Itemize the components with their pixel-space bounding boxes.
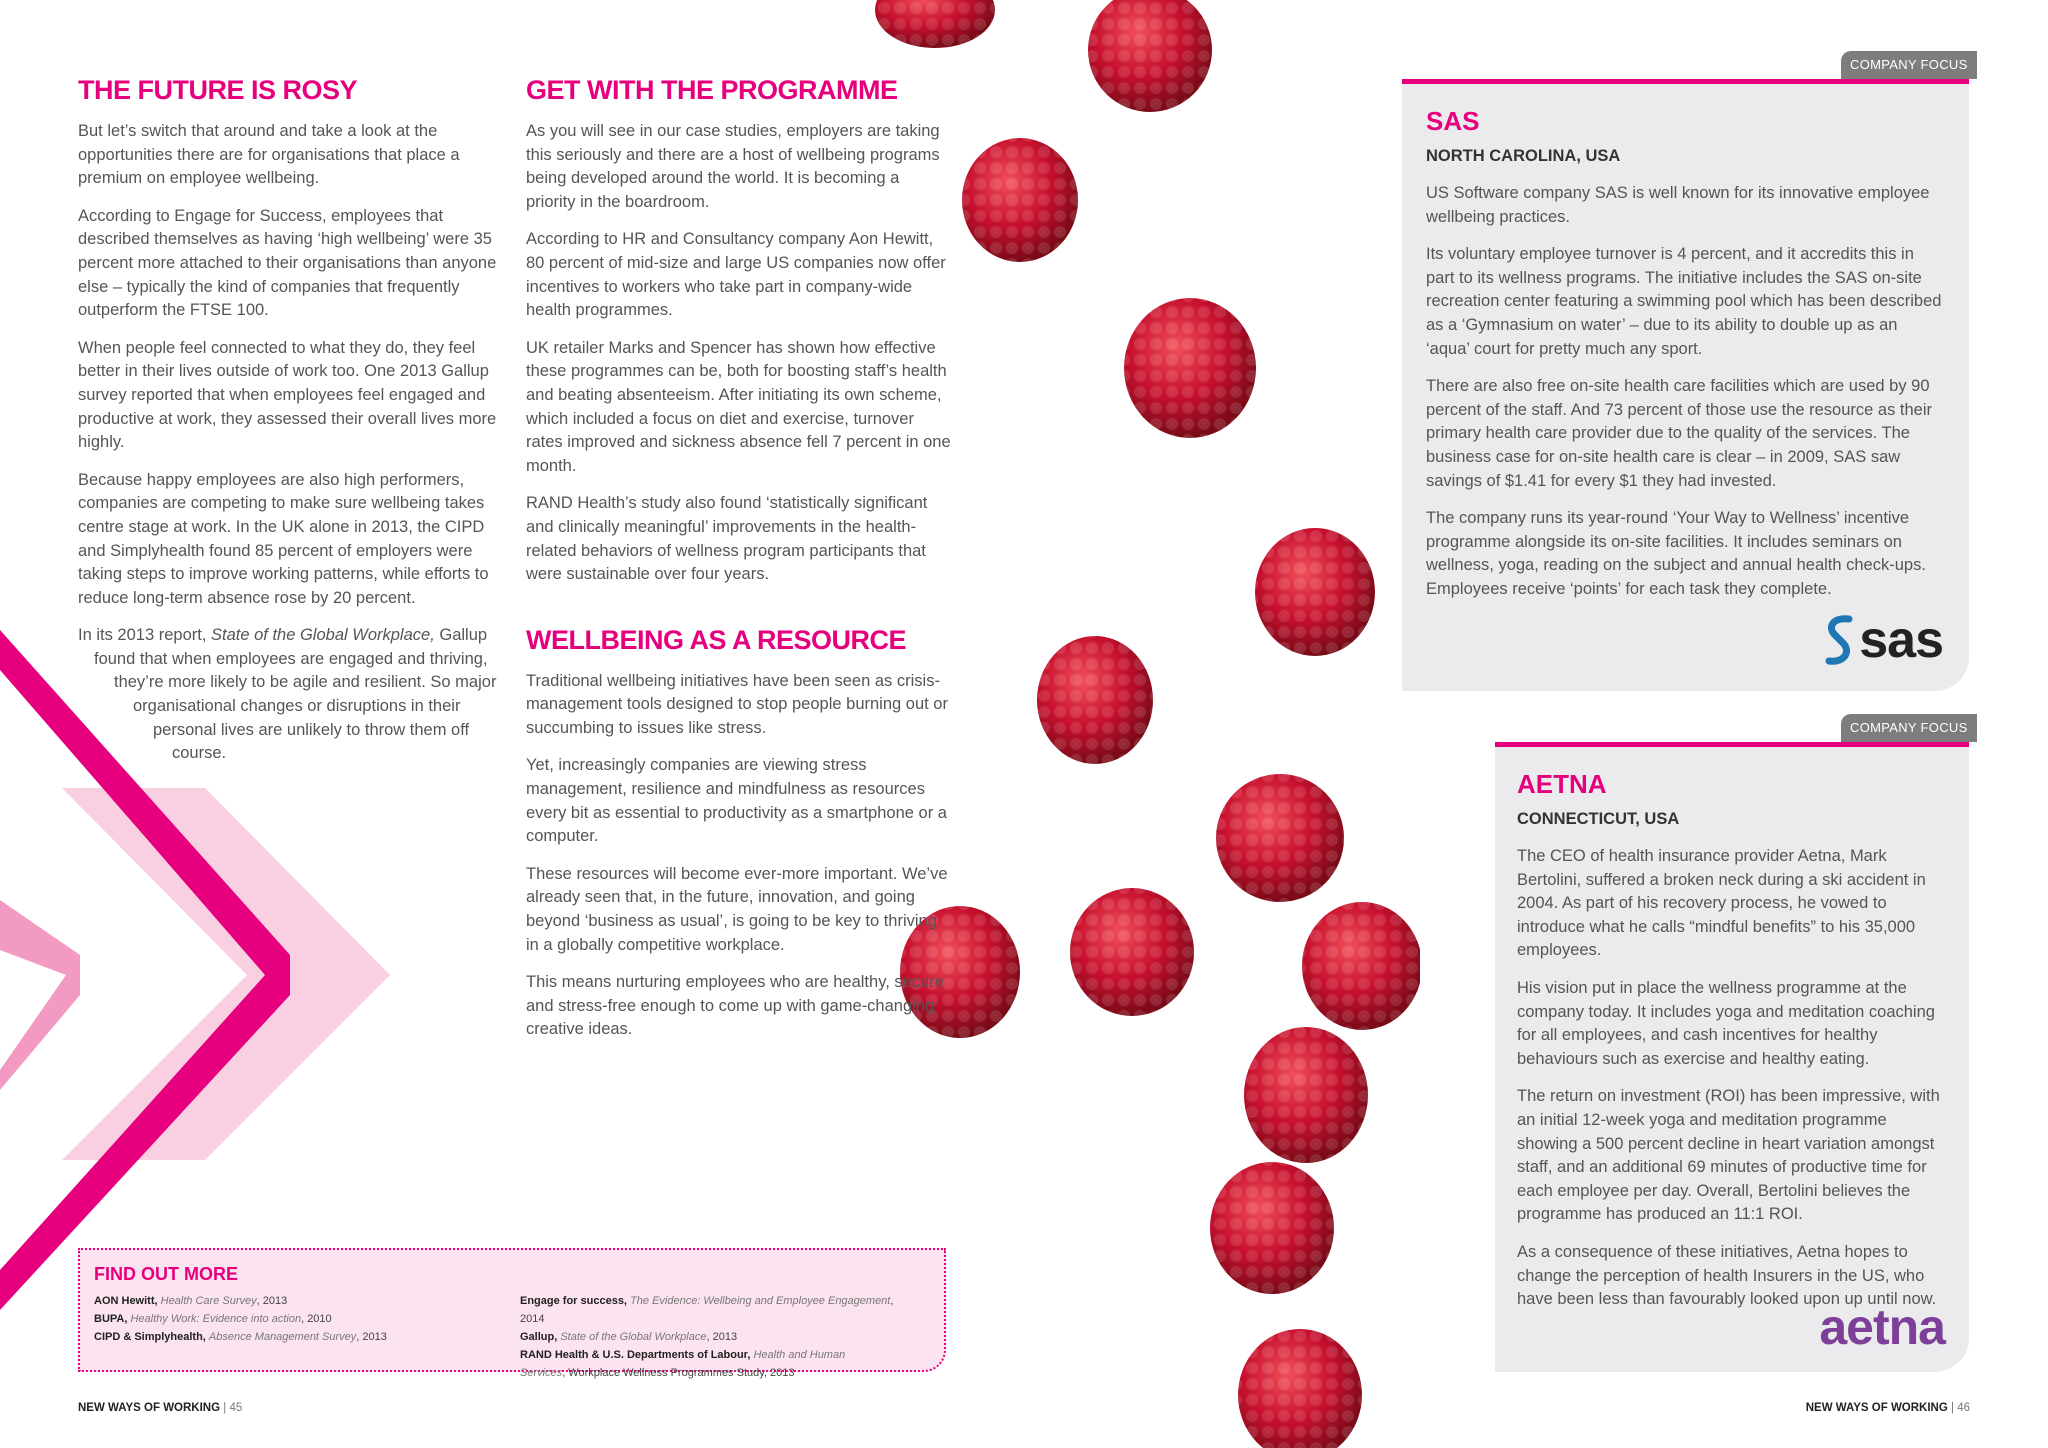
paragraph: But let’s switch that around and take a look at the opportunities there are for organisations that place a premium on employee wellbeing. xyxy=(78,122,460,188)
stepped-line: found that when employees are engaged and thriving, xyxy=(94,649,488,668)
raspberry xyxy=(875,0,995,48)
paragraph: Because happy employees are also high performers, companies are competing to make sure wellbeing takes centre stage at work. In the UK alone in 2013, the CIPD and Simplyhealth found 85 percent of employers were taking steps to improve working patterns, while efforts to reduce long-term absence rose by 20 percent. xyxy=(78,470,489,607)
chevron-light-pink xyxy=(62,788,390,1160)
stepped-line: they’re more likely to be agile and resilient. So major xyxy=(114,673,497,692)
section-heading: WELLBEING AS A RESOURCE xyxy=(526,624,907,655)
paragraph: As a consequence of these initiatives, Aetna hopes to change the perception of health Insurers in the US, who have been less than favourably looked upon up until now. xyxy=(1517,1242,1937,1309)
raspberry xyxy=(1037,636,1153,764)
company-name: AETNA xyxy=(1517,769,1607,799)
company-name: SAS xyxy=(1426,106,1480,136)
column-programme xyxy=(526,75,951,1056)
footer-right: NEW WAYS OF WORKING | 46 xyxy=(1805,1402,1970,1414)
reference-item: AON Hewitt, Health Care Survey, 2013 xyxy=(94,1295,288,1307)
raspberry xyxy=(1216,774,1344,902)
paragraph: UK retailer Marks and Spencer has shown how effective these programmes can be, both for boosting staff’s health and beating absenteeism. After initiating its own scheme, which included a focus on diet and exercise, turnover rates improved and sickness absence fell 7 percent in one month. xyxy=(526,338,951,475)
column-future-is-rosy xyxy=(78,75,498,766)
stepped-line: organisational changes or disruptions in their xyxy=(133,697,461,716)
chevron-mid-pink xyxy=(0,900,80,1090)
stepped-line: personal lives are unlikely to throw them off xyxy=(153,720,470,739)
paragraph: US Software company SAS is well known for its innovative employee wellbeing practices. xyxy=(1426,184,1930,226)
sas-swirl-icon xyxy=(1823,613,1857,667)
paragraph: The company runs its year-round ‘Your Way to Wellness’ incentive programme alongside its on-site facilities. It includes seminars on wellness, yoga, reading on the subject and annual health check-ups. Employees receive ‘points’ for each task they complete. xyxy=(1426,509,1926,598)
paragraph: Traditional wellbeing initiatives have been seen as crisis-management tools designed to stop people burning out or succumbing to issues like stress. xyxy=(526,671,948,737)
stepped-line: course. xyxy=(172,744,227,763)
paragraph: This means nurturing employees who are healthy, secure and stress-free enough to come up with game-changing creative ideas. xyxy=(526,973,944,1039)
paragraph: According to HR and Consultancy company Aon Hewitt, 80 percent of mid-size and large US companies now offer incentives to workers who take part in company-wide health programmes. xyxy=(526,230,946,320)
paragraph: As you will see in our case studies, employers are taking this seriously and there are a host of wellbeing programs being developed around the world. It is becoming a priority in the boardroom. xyxy=(526,122,940,211)
paragraph: These resources will become ever-more important. We’ve already seen that, in the future, innovation, and going beyond ‘business as usual’, is going to be key to thriving in a globally competitive workplace. xyxy=(526,864,948,954)
aetna-logo: aetna xyxy=(1819,1299,1945,1355)
raspberry xyxy=(962,138,1078,262)
raspberry xyxy=(1238,1329,1362,1448)
section-heading: THE FUTURE IS ROSY xyxy=(78,75,358,105)
company-location: NORTH CAROLINA, USA xyxy=(1426,147,1621,165)
find-out-more-box xyxy=(78,1248,946,1379)
paragraph: The return on investment (ROI) has been impressive, with an initial 12-week yoga and meditation programme showing a 500 percent decline in heart variation amongst staff, and an additional 69 minutes of productive time for each employee per day. Overall, Bertolini believes the programme has produced an 11:1 ROI. xyxy=(1517,1087,1940,1224)
reference-item: Gallup, State of the Global Workplace, 2013 xyxy=(520,1331,738,1343)
reference-item: CIPD & Simplyhealth, Absence Management Survey, 2013 xyxy=(94,1331,387,1343)
sas-logo xyxy=(1823,613,1943,667)
section-heading: GET WITH THE PROGRAMME xyxy=(526,75,898,105)
reference-item: RAND Health & U.S. Departments of Labour, Health and Human Services, Workplace Wellness Programmes Study, 2013 xyxy=(520,1349,846,1379)
company-card-aetna xyxy=(1495,742,1969,1372)
footer-title: NEW WAYS OF WORKING xyxy=(78,1402,221,1414)
footer-left: NEW WAYS OF WORKING | 45 xyxy=(78,1402,243,1414)
paragraph: RAND Health’s study also found ‘statistically significant and clinically meaningful’ improvements in the health-related behaviors of wellness program participants that were sustainable over four years. xyxy=(526,494,928,584)
company-focus-tag: COMPANY FOCUS xyxy=(1841,51,1977,79)
paragraph: According to Engage for Success, employees that described themselves as having ‘high wellbeing’ were 35 percent more attached to their organisations than anyone else – typically the kind of companies that frequently outperform the FTSE 100. xyxy=(78,206,497,320)
company-location: CONNECTICUT, USA xyxy=(1517,810,1680,828)
raspberry xyxy=(1302,902,1420,1030)
raspberry xyxy=(1070,888,1194,1016)
page-number: 46 xyxy=(1957,1402,1970,1414)
reference-item: BUPA, Healthy Work: Evidence into action, 2010 xyxy=(94,1313,332,1325)
sas-logo-text: sas xyxy=(1859,611,1943,669)
raspberry xyxy=(1244,1027,1368,1163)
paragraph: When people feel connected to what they do, they feel better in their lives outside of work too. One 2013 Gallup survey reported that when employees feel engaged and productive at work, they assessed their overall lives more highly. xyxy=(78,338,497,452)
paragraph: His vision put in place the wellness programme at the company today. It includes yoga and meditation coaching for all employees, and cash incentives for healthy behaviours such as exercise and healthy eating. xyxy=(1517,978,1935,1068)
raspberry xyxy=(1210,1162,1334,1294)
company-focus-tag: COMPANY FOCUS xyxy=(1841,714,1977,742)
references-right xyxy=(520,1292,920,1382)
references-left xyxy=(94,1292,494,1346)
raspberry xyxy=(1124,298,1256,438)
footer-title: NEW WAYS OF WORKING xyxy=(1805,1402,1948,1414)
raspberry xyxy=(1088,0,1212,112)
stepped-paragraph xyxy=(78,624,498,766)
page-number: 45 xyxy=(229,1402,243,1414)
paragraph: Its voluntary employee turnover is 4 percent, and it accredits this in part to its wellness programs. The initiative includes the SAS on-site recreation center featuring a swimming pool which has been described as a ‘Gymnasium on water’ – due to its ability to double up as an ‘aqua’ court for pretty much any sport. xyxy=(1426,245,1942,358)
paragraph: Yet, increasingly companies are viewing stress management, resilience and mindfulness as resources every bit as essential to productivity as a smartphone or a computer. xyxy=(526,756,947,846)
raspberry xyxy=(1255,528,1375,656)
company-card-sas xyxy=(1402,79,1969,691)
paragraph: The CEO of health insurance provider Aetna, Mark Bertolini, suffered a broken neck during a ski accident in 2004. As part of his recovery process, he vowed to introduce what he calls “mindful benefits” to his 35,000 employees. xyxy=(1517,847,1926,960)
reference-item: Engage for success, The Evidence: Wellbeing and Employee Engagement, 2014 xyxy=(520,1295,894,1325)
paragraph: There are also free on-site health care facilities which are used by 90 percent of the staff. And 73 percent of those use the resource as their primary health care provider due to the quality of the services. The business case for on-site health care is clear – in 2009, SAS saw savings of $1.41 for every $1 they had invested. xyxy=(1426,377,1933,490)
stepped-line: In its 2013 report, State of the Global Workplace, Gallup xyxy=(78,626,488,645)
find-out-more-heading: FIND OUT MORE xyxy=(94,1264,238,1284)
